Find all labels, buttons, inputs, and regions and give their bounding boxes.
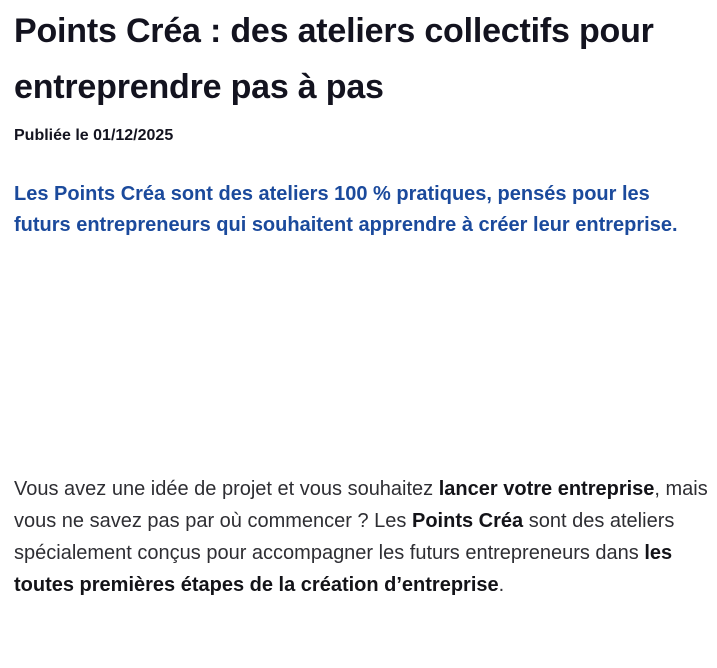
content-gap bbox=[14, 241, 709, 473]
regular-text: sont des ateliers spécialement conçus pour accompagner les futurs entrepreneurs dans bbox=[14, 510, 675, 564]
lead-paragraph: Les Points Créa sont des ateliers 100 % pratiques, pensés pour les futurs entrepreneurs qui souhaitent apprendre à créer leur entreprise. bbox=[14, 183, 678, 236]
regular-text: Vous avez une idée de projet et vous souhaitez bbox=[14, 478, 439, 500]
bold-text: Points Créa bbox=[412, 510, 524, 532]
intro-paragraph bbox=[14, 473, 709, 601]
regular-text: , mais vous ne savez pas par où commencer ? Les bbox=[14, 478, 708, 532]
article bbox=[0, 3, 717, 601]
published-date: Publiée le 01/12/2025 bbox=[14, 127, 174, 144]
regular-text: . bbox=[498, 574, 505, 596]
bold-text: lancer votre entreprise bbox=[438, 478, 655, 500]
bold-text: les toutes premières étapes de la création d’entreprise bbox=[14, 542, 673, 596]
article-title: Points Créa : des ateliers collectifs pour entreprendre pas à pas bbox=[14, 12, 654, 106]
